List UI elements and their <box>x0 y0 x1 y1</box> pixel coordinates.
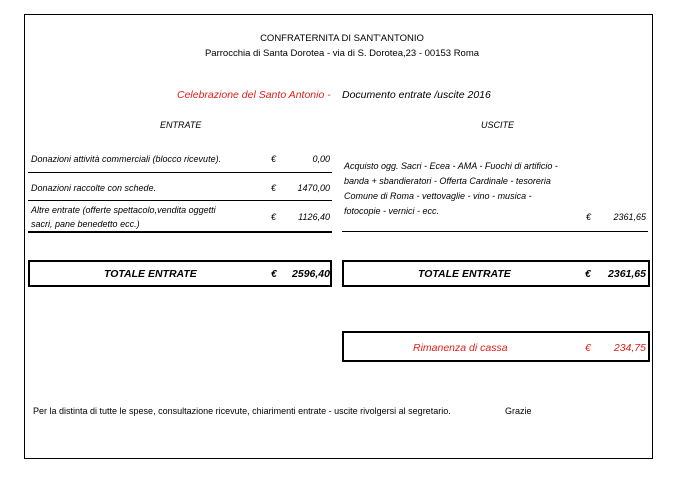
uscite-total-currency: € <box>585 268 591 280</box>
entrate-heading: ENTRATE <box>160 120 202 130</box>
entrate-total-box <box>28 260 332 287</box>
uscite-total-box <box>342 260 650 287</box>
entrate-total-currency: € <box>271 268 277 280</box>
entrate-total-label: TOTALE ENTRATE <box>104 268 197 280</box>
event-title: Celebrazione del Santo Antonio - <box>177 89 331 101</box>
entrate-row-3-currency: € <box>271 212 277 222</box>
document-title: Documento entrate /uscite 2016 <box>342 89 491 101</box>
rimanenza-amount: 234,75 <box>613 342 646 354</box>
entrate-row-3-label-line1: Altre entrate (offerte spettacolo,vendita oggetti <box>31 205 216 215</box>
rimanenza-box <box>342 331 650 362</box>
uscite-desc-line-2: banda + sbandieratori - Offerta Cardinale - tesoreria <box>344 176 551 186</box>
uscite-desc-line-1: Acquisto ogg. Sacri - Ecea - AMA - Fuochi di artificio - <box>344 161 558 171</box>
entrate-row-2-label: Donazioni raccolte con schede. <box>31 183 157 193</box>
uscite-desc-line-3: Comune di Roma - vettovaglie - vino - musica - <box>344 191 532 201</box>
entrate-row-3-label-line2: sacri, pane benedetto ecc.) <box>31 219 140 229</box>
document-frame <box>24 14 653 459</box>
uscite-total-amount: 2361,65 <box>608 268 646 280</box>
row-divider <box>28 172 332 173</box>
entrate-bottom-rule <box>28 231 332 233</box>
org-address: Parrocchia di Santa Dorotea - via di S. Dorotea,23 - 00153 Roma <box>204 48 480 59</box>
entrate-row-3-amount: 1126,40 <box>298 212 330 222</box>
footer-note: Per la distinta di tutte le spese, consultazione ricevute, chiarimenti entrate - uscite rivolgersi al segretario. <box>33 406 451 416</box>
entrate-row-1-currency: € <box>271 154 277 164</box>
uscite-currency: € <box>586 212 592 222</box>
footer-thanks: Grazie <box>505 406 532 416</box>
rimanenza-currency: € <box>585 342 591 354</box>
uscite-amount: 2361,65 <box>613 212 646 222</box>
uscite-total-label: TOTALE ENTRATE <box>418 268 511 280</box>
org-name: CONFRATERNITA DI SANT'ANTONIO <box>260 33 424 44</box>
uscite-bottom-rule <box>342 231 648 232</box>
rimanenza-label: Rimanenza di cassa <box>413 342 508 354</box>
entrate-total-amount: 2596,40 <box>292 268 330 280</box>
entrate-row-2-amount: 1470,00 <box>297 183 330 193</box>
uscite-heading: USCITE <box>481 120 515 130</box>
row-divider <box>28 200 332 201</box>
entrate-row-2-currency: € <box>271 183 277 193</box>
entrate-row-1-amount: 0,00 <box>312 154 330 164</box>
entrate-row-1-label: Donazioni attività commerciali (blocco ricevute). <box>31 154 222 164</box>
uscite-desc-line-4: fotocopie - vernici - ecc. <box>344 206 440 216</box>
